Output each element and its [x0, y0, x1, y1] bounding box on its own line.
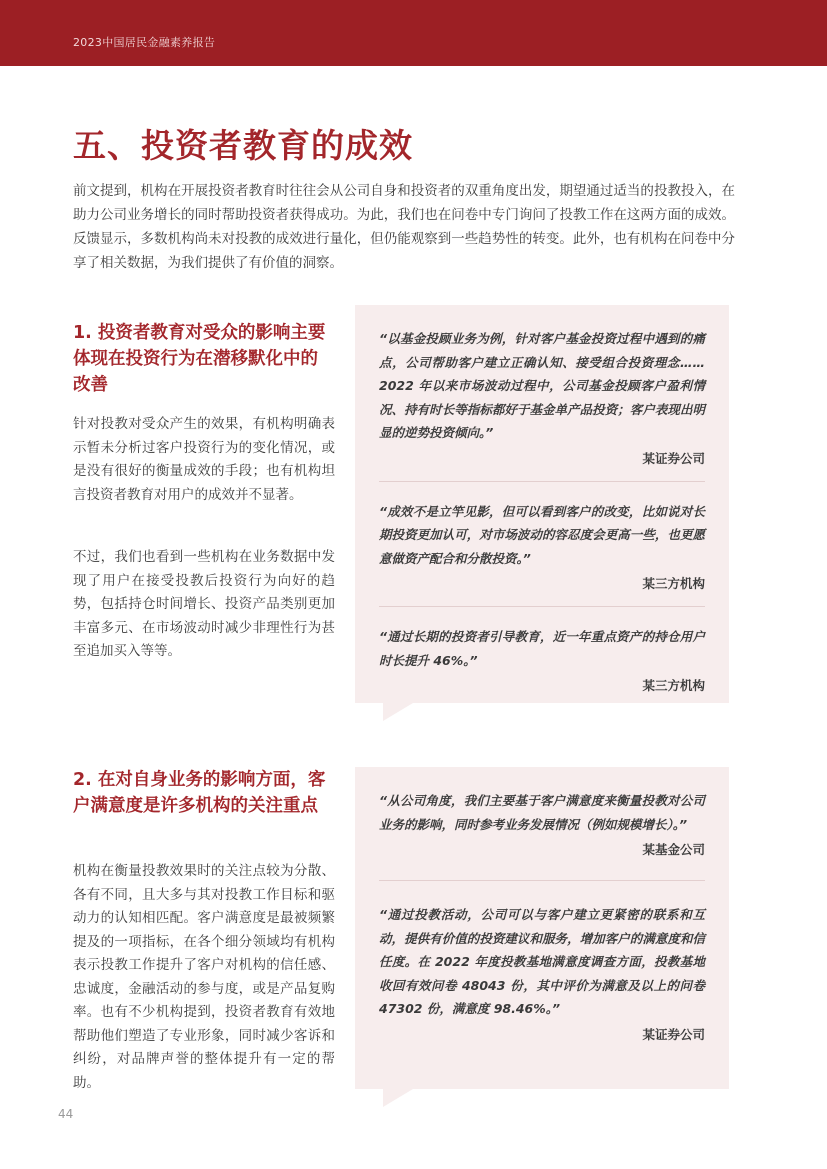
section-1-paragraph-2: 不过，我们也看到一些机构在业务数据中发现了用户在接受投教后投资行为向好的趋势，包括持仓时间增长、投资产品类别更加丰富多元、在市场波动时减少非理性行为甚至追加买入等等。 — [73, 549, 335, 659]
section-1-heading: 1. 投资者教育对受众的影响主要体现在投资行为在潜移默化中的改善 — [73, 323, 326, 395]
quote — [379, 606, 705, 708]
quote — [379, 880, 705, 1057]
quote-text: “通过投教活动，公司可以与客户建立更紧密的联系和互动，提供有价值的投资建议和服务，增加客户的满意度和信任度。在 2022 年度投教基地满意度调查方面，投教基地收回有效问卷 48043 份，其中评价为满意及以上的问卷 47302 份，满意度 98.46%。” — [379, 907, 705, 1016]
intro-paragraph: 前文提到，机构在开展投资者教育时往往会从公司自身和投资者的双重角度出发，期望通过适当的投教投入，在助力公司业务增长的同时帮助投资者获得成功。为此，我们也在问卷中专门询问了投教工作在这两方面的成效。反馈显示，多数机构尚未对投教的成效进行量化，但仍能观察到一些趋势性的转变。此外，也有机构在问卷中分享了相关数据，为我们提供了有价值的洞察。 — [73, 183, 735, 271]
section-2-paragraph-1: 机构在衡量投教效果时的关注点较为分散、各有不同，且大多与其对投教工作目标和驱动力的认知相匹配。客户满意度是最被频繁提及的一项指标，在各个细分领域均有机构表示投教工作提升了客户对机构的信任感、忠诚度，金融活动的参与度，或是产品复购率。也有不少机构提到，投资者教育有效地帮助他们塑造了专业形象，同时减少客诉和纠纷，对品牌声誉的整体提升有一定的帮助。 — [73, 863, 335, 1091]
quote — [379, 327, 705, 481]
quote — [379, 481, 705, 607]
page-title: 五、投资者教育的成效 — [73, 126, 413, 165]
quote-text: “成效不是立竿见影，但可以看到客户的改变，比如说对长期投资更加认可，对市场波动的容忍度会更高一些，也更愿意做资产配合和分散投资。” — [379, 503, 705, 566]
header-bar — [0, 0, 827, 66]
section-2-quote-box — [355, 767, 729, 1089]
report-title: 2023中国居民金融素养报告 — [73, 36, 216, 49]
quote — [379, 789, 705, 880]
quote-text: “通过长期的投资者引导教育，近一年重点资产的持仓用户时长提升 46%。” — [379, 629, 705, 668]
page-number: 44 — [58, 1107, 74, 1121]
section-2-heading: 2. 在对自身业务的影响方面，客户满意度是许多机构的关注重点 — [73, 770, 326, 816]
quote-source: 某三方机构 — [642, 576, 705, 591]
quote-text: “从公司角度，我们主要基于客户满意度来衡量投教对公司业务的影响，同时参考业务发展情况（例如规模增长）。” — [379, 793, 705, 832]
quote-text: “以基金投顾业务为例，针对客户基金投资过程中遇到的痛点，公司帮助客户建立正确认知、接受组合投资理念……2022 年以来市场波动过程中，公司基金投顾客户盈利情况、持有时长等指标都好于基金单产品投资；客户表现出明显的逆势投资倾向。” — [379, 331, 705, 440]
section-1-quote-box — [355, 305, 729, 703]
quote-source: 某证券公司 — [642, 450, 705, 466]
quote-source: 某基金公司 — [642, 842, 705, 857]
quote-source: 某三方机构 — [642, 678, 705, 693]
quote-source: 某证券公司 — [642, 1026, 705, 1042]
section-1-paragraph-1: 针对投教对受众产生的效果，有机构明确表示暂未分析过客户投资行为的变化情况，或是没有很好的衡量成效的手段；也有机构坦言投资者教育对用户的成效并不显著。 — [73, 416, 335, 503]
